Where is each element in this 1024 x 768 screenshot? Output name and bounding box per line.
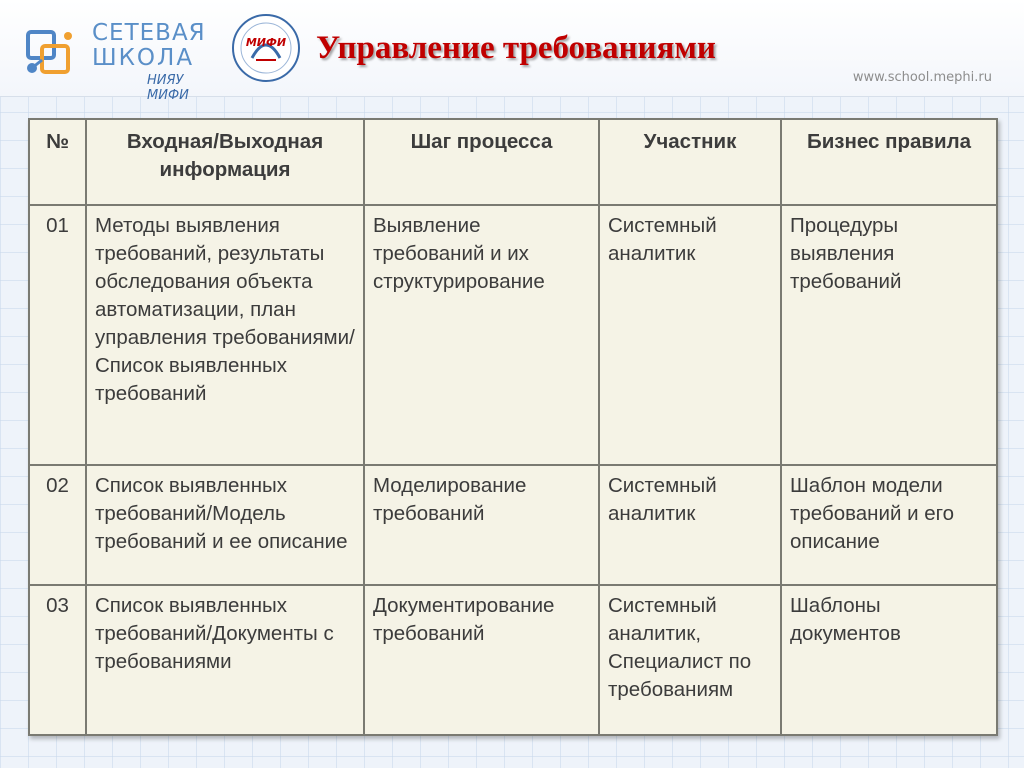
row-number: 02 (29, 465, 86, 585)
row-rules: Шаблоны документов (781, 585, 997, 735)
row-number: 01 (29, 205, 86, 465)
table-header-row (29, 119, 997, 205)
logo-text-line2: ШКОЛА (92, 45, 195, 71)
page-title: Управление требованиями (316, 30, 716, 66)
row-step: Выявление требований и их структурирование (364, 205, 599, 465)
header-number: № (29, 119, 86, 205)
slide-header (0, 0, 1024, 103)
row-step: Документирование требований (364, 585, 599, 735)
header-participant: Участник (599, 119, 781, 205)
network-school-logo-icon (22, 24, 78, 80)
row-io: Список выявленных требований/Документы с требованиями (86, 585, 364, 735)
header-step: Шаг процесса (364, 119, 599, 205)
header-rules: Бизнес правила (781, 119, 997, 205)
row-step: Моделирование требований (364, 465, 599, 585)
table-row (29, 585, 997, 735)
row-io: Методы выявления требований, результаты обследования объекта автоматизации, план управления требованиями/Список выявленных требований (86, 205, 364, 465)
university-emblem-icon (230, 12, 302, 84)
row-participant: Системный аналитик, Специалист по требованиям (599, 585, 781, 735)
logo-text-line1: СЕТЕВАЯ (92, 20, 206, 46)
header-io: Входная/Выходная информация (86, 119, 364, 205)
row-number: 03 (29, 585, 86, 735)
row-rules: Процедуры выявления требований (781, 205, 997, 465)
logo-text-line3: НИЯУ МИФИ (147, 73, 189, 103)
row-io: Список выявленных требований/Модель требований и ее описание (86, 465, 364, 585)
row-participant: Системный аналитик (599, 465, 781, 585)
emblem-text: МИФИ (245, 36, 287, 49)
row-participant: Системный аналитик (599, 205, 781, 465)
site-url: www.school.mephi.ru (852, 70, 992, 85)
table-row (29, 205, 997, 465)
network-school-logo (22, 18, 222, 103)
requirements-table (28, 118, 998, 736)
table-row (29, 465, 997, 585)
row-rules: Шаблон модели требований и его описание (781, 465, 997, 585)
